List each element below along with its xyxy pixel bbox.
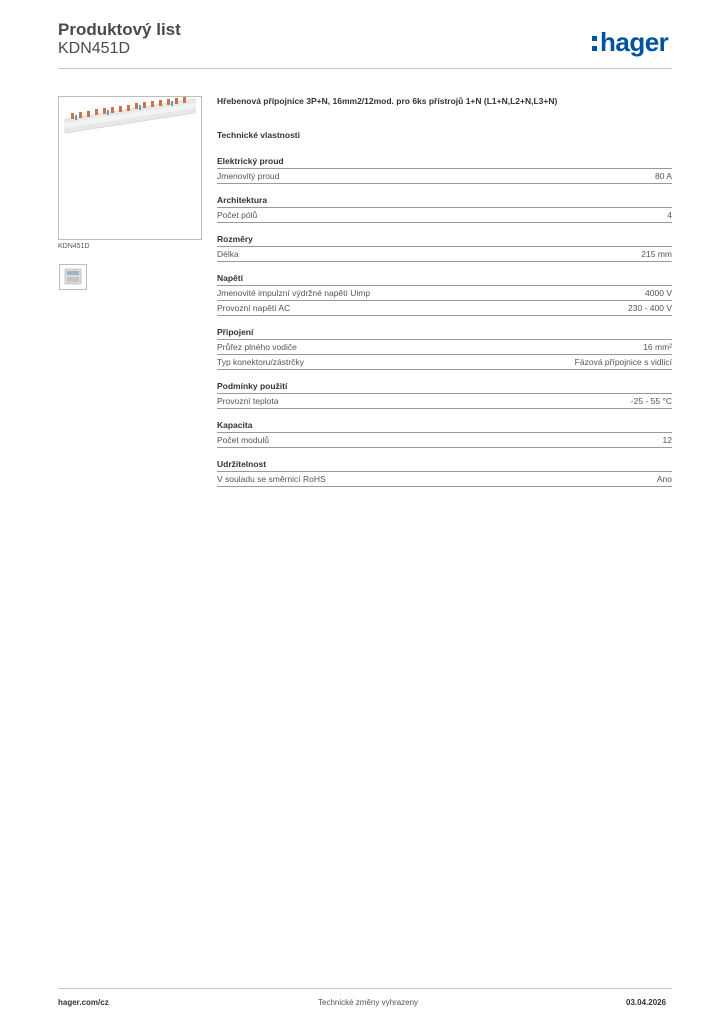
spec-label: Provozní napětí AC bbox=[217, 303, 291, 313]
header-divider bbox=[58, 68, 672, 69]
footer-notice: Technické změny vyhrazeny bbox=[318, 998, 419, 1007]
footer-divider bbox=[58, 988, 672, 989]
spec-group bbox=[217, 419, 672, 448]
thumbnail-image-icon bbox=[60, 265, 86, 289]
spec-value: 230 - 400 V bbox=[628, 303, 672, 313]
spec-value: 4 bbox=[667, 210, 672, 220]
thumbnail-caption: KDN451D bbox=[58, 243, 90, 250]
spec-row bbox=[217, 286, 672, 301]
spec-value: 4000 V bbox=[645, 288, 672, 298]
busbar-icon bbox=[59, 97, 201, 239]
spec-row bbox=[217, 394, 672, 409]
hager-logo[interactable] bbox=[592, 27, 668, 58]
group-title: Podmínky použití bbox=[217, 380, 672, 394]
spec-label: Provozní teplota bbox=[217, 396, 279, 406]
section-title: Technické vlastnosti bbox=[217, 130, 300, 140]
spec-group bbox=[217, 380, 672, 409]
spec-row bbox=[217, 208, 672, 223]
spec-row bbox=[217, 355, 672, 370]
spec-group bbox=[217, 155, 672, 184]
spec-row bbox=[217, 247, 672, 262]
spec-table bbox=[217, 155, 672, 497]
spec-value: 12 bbox=[662, 435, 672, 445]
spec-group bbox=[217, 194, 672, 223]
footer-date: 03.04.2026 bbox=[626, 998, 667, 1007]
spec-label: V souladu se směrnicí RoHS bbox=[217, 474, 326, 484]
spec-label: Průřez plného vodiče bbox=[217, 342, 297, 352]
group-title: Elektrický proud bbox=[217, 155, 672, 169]
logo-text: hager bbox=[600, 27, 669, 57]
group-title: Připojení bbox=[217, 326, 672, 340]
spec-row bbox=[217, 472, 672, 487]
spec-group bbox=[217, 458, 672, 487]
logo-colon-icon bbox=[592, 34, 598, 52]
product-thumbnail[interactable] bbox=[59, 264, 87, 290]
footer-website-link[interactable]: hager.com/cz bbox=[58, 998, 109, 1007]
spec-label: Počet pólů bbox=[217, 210, 258, 220]
spec-label: Délka bbox=[217, 249, 239, 259]
group-title: Architektura bbox=[217, 194, 672, 208]
spec-label: Typ konektoru/zástrčky bbox=[217, 357, 304, 367]
product-image[interactable] bbox=[58, 96, 202, 240]
spec-value: 80 A bbox=[654, 171, 672, 181]
spec-label: Jmenovité impulzní výdržné napětí Uimp bbox=[217, 288, 371, 298]
spec-value: 215 mm bbox=[641, 249, 672, 259]
product-code: KDN451D bbox=[58, 40, 131, 57]
group-title: Napětí bbox=[217, 272, 672, 286]
spec-group bbox=[217, 326, 672, 370]
spec-label: Počet modulů bbox=[217, 435, 269, 445]
spec-value: -25 - 55 °C bbox=[630, 396, 672, 406]
spec-value: 16 mm² bbox=[643, 342, 672, 352]
page-title: Produktový list bbox=[58, 20, 181, 39]
group-title: Udržitelnost bbox=[217, 458, 672, 472]
spec-value: Fázová přípojnice s vidlicí bbox=[574, 357, 672, 367]
spec-row bbox=[217, 301, 672, 316]
spec-value: Ano bbox=[656, 474, 672, 484]
product-description: Hřebenová přípojnice 3P+N, 16mm2/12mod. pro 6ks přístrojů 1+N (L1+N,L2+N,L3+N) bbox=[217, 96, 558, 106]
spec-row bbox=[217, 169, 672, 184]
spec-row bbox=[217, 340, 672, 355]
spec-row bbox=[217, 433, 672, 448]
spec-group bbox=[217, 233, 672, 262]
spec-group bbox=[217, 272, 672, 316]
group-title: Kapacita bbox=[217, 419, 672, 433]
group-title: Rozměry bbox=[217, 233, 672, 247]
spec-label: Jmenovitý proud bbox=[217, 171, 280, 181]
